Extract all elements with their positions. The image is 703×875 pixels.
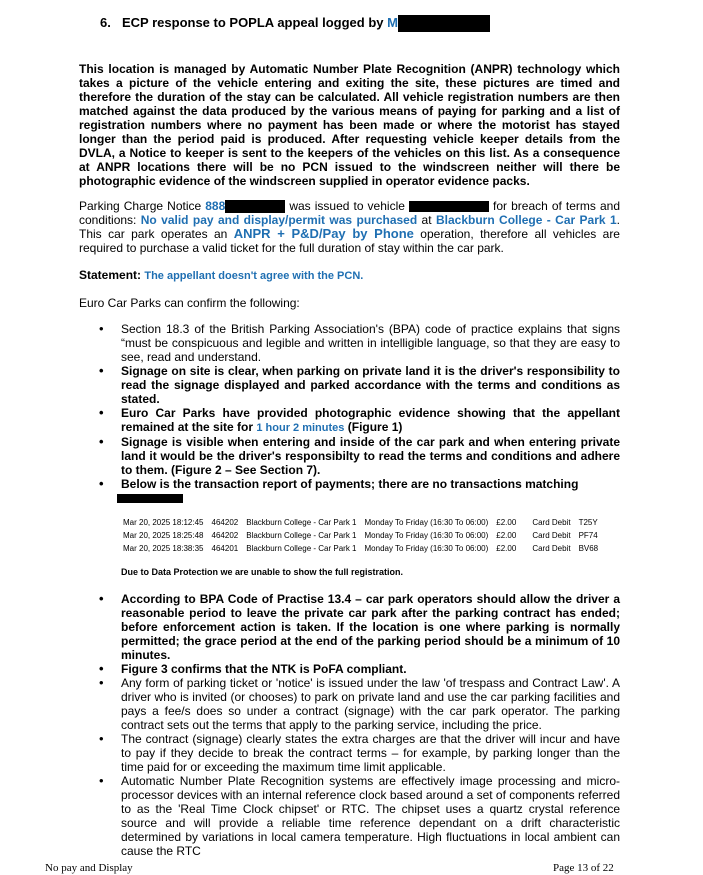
txn-tariff: Monday To Friday (16:30 To 06:00) (364, 518, 489, 527)
b5-text: Below is the transaction report of payments; there are no transactions matching (121, 477, 579, 491)
statement-value: The appellant doesn't agree with the PCN. (144, 270, 364, 282)
pcn-paragraph (79, 199, 620, 255)
txn-datetime: Mar 20, 2025 18:38:35 (123, 544, 204, 553)
operation-method: ANPR + P&D/Pay by Phone (233, 226, 414, 242)
section-heading (100, 15, 490, 32)
appellant-initial: M (387, 15, 398, 30)
list-item: • Section 18.3 of the British Parking Association's (BPA) code of practice explains that signs “must be conspicuous and legible and written in intelligible language, so that they are easy to see, read and understand. (79, 322, 620, 364)
list-item (79, 477, 620, 505)
redaction-bar (225, 200, 285, 213)
section-number: 6. (100, 15, 111, 30)
list-item: • The contract (signage) clearly states the extra charges are that the driver will incur and have to pay if they decide to break the contract terms – for example, by parking longer than the time paid for or exceeding the maximum time limit applicable. (79, 732, 620, 774)
breach-reason: No valid pay and display/permit was purchased (140, 213, 418, 228)
txn-site: Blackburn College - Car Park 1 (246, 544, 357, 553)
pcn-op1: . This car park operates an (79, 213, 620, 242)
txn-amount: £2.00 (496, 531, 517, 540)
txn-datetime: Mar 20, 2025 18:12:45 (123, 518, 204, 527)
footer-document-title: No pay and Display (45, 862, 133, 874)
table-row (121, 516, 604, 529)
bullet-list-b (79, 592, 620, 858)
pcn-mid: was issued to vehicle (289, 199, 409, 213)
txn-method: Card Debit (532, 544, 571, 553)
table-row (121, 529, 604, 542)
txn-amount: £2.00 (496, 544, 517, 553)
list-item (79, 406, 620, 435)
statement-label: Statement: (79, 268, 145, 282)
stay-duration: 1 hour 2 minutes (256, 422, 345, 434)
txn-reg: T25Y (578, 518, 598, 527)
list-item: • Automatic Number Plate Recognition systems are effectively image processing and micro-processor devices with an internal reference clock based around a set of components referred to as the 'Real Time Clock chipset' or RTC. The chipset uses a quartz crystal reference source and will provide a reliable time reference dependant on a drift characteristic determined by variations in local camera temperature. High fluctuations in local ambient can cause the RTC (79, 774, 620, 858)
txn-site: Blackburn College - Car Park 1 (246, 531, 357, 540)
pcn-number: 888 (205, 199, 226, 213)
txn-datetime: Mar 20, 2025 18:25:48 (123, 531, 204, 540)
footer-page-number: Page 13 of 22 (553, 862, 614, 874)
txn-reg: PF74 (578, 531, 598, 540)
b3-pre: Euro Car Parks have provided photographic evidence showing that the appellant remained at the site for (121, 406, 620, 434)
list-item: • Signage on site is clear, when parking on private land it is the driver's responsibility to read the signage displayed and parked accordance with the terms and conditions as stated. (79, 364, 620, 406)
txn-reg: BV68 (578, 544, 599, 553)
txn-code: 464201 (211, 544, 239, 553)
statement-line (79, 268, 620, 283)
redaction-bar (117, 494, 183, 503)
data-protection-note: Due to Data Protection we are unable to show the full registration. (121, 567, 404, 577)
txn-code: 464202 (211, 531, 239, 540)
table-row (121, 542, 604, 555)
txn-amount: £2.00 (496, 518, 517, 527)
txn-site: Blackburn College - Car Park 1 (246, 518, 357, 527)
redaction-bar (398, 15, 490, 32)
bullet-list-a (79, 322, 620, 505)
confirm-line: Euro Car Parks can confirm the following: (79, 296, 300, 310)
list-item: • Figure 3 confirms that the NTK is PoFA compliant. (79, 662, 620, 676)
transaction-table (121, 516, 604, 555)
txn-tariff: Monday To Friday (16:30 To 06:00) (364, 531, 489, 540)
pcn-op2: operation, therefore all vehicles are required to purchase a valid ticket for the full duration of stay within the car park. (79, 227, 620, 256)
list-item: • Signage is visible when entering and inside of the car park and when entering private land it would be the driver's responsibilty to read the terms and conditions and adhere to them. (Figure 2 – See Section 7). (79, 435, 620, 477)
pcn-suffix: for breach of terms and conditions: (79, 199, 620, 228)
section-title: ECP response to POPLA appeal logged by (122, 15, 388, 30)
redaction-bar (409, 201, 489, 212)
txn-tariff: Monday To Friday (16:30 To 06:00) (364, 544, 489, 553)
txn-code: 464202 (211, 518, 239, 527)
anpr-intro-paragraph: This location is managed by Automatic Number Plate Recognition (ANPR) technology which takes a picture of the vehicle entering and exiting the site, these pictures are timed and therefore the duration of the stay can be calculated. All vehicle registration numbers are then matched against the data produced by the various means of paying for parking and a list of registration numbers where no payment has been made or where the motorist has stayed longer than the period paid is produced. After requesting vehicle keeper details from the DVLA, a Notice to keeper is sent to the keepers of the vehicles on this list. As a consequence at ANPR locations there will be no PCN issued to the windscreen neither will there be photographic evidence of the windscreen supplied in operator evidence packs. (79, 62, 620, 188)
site-name: Blackburn College - Car Park 1 (435, 213, 617, 228)
list-item: • Any form of parking ticket or 'notice' is issued under the law 'of trespass and Contract Law'. A driver who is invited (or chooses) to park on private land and use the car parking facilities and pays a fee/s does so under a contract (signage) with the car park operator. The parking contract sets out the terms that apply to the parking service, including the price. (79, 676, 620, 732)
txn-method: Card Debit (532, 518, 571, 527)
list-item: • According to BPA Code of Practise 13.4 – car park operators should allow the driver a reasonable period to leave the private car park after the parking contract has ended; before enforcement action is taken. If the location is one where parking is normally permitted; the grace period at the end of the parking period should be a minimum of 10 minutes. (79, 592, 620, 662)
pcn-at: at (417, 213, 436, 228)
b3-post: (Figure 1) (344, 420, 403, 434)
txn-method: Card Debit (532, 531, 571, 540)
pcn-prefix: Parking Charge Notice (79, 199, 206, 213)
